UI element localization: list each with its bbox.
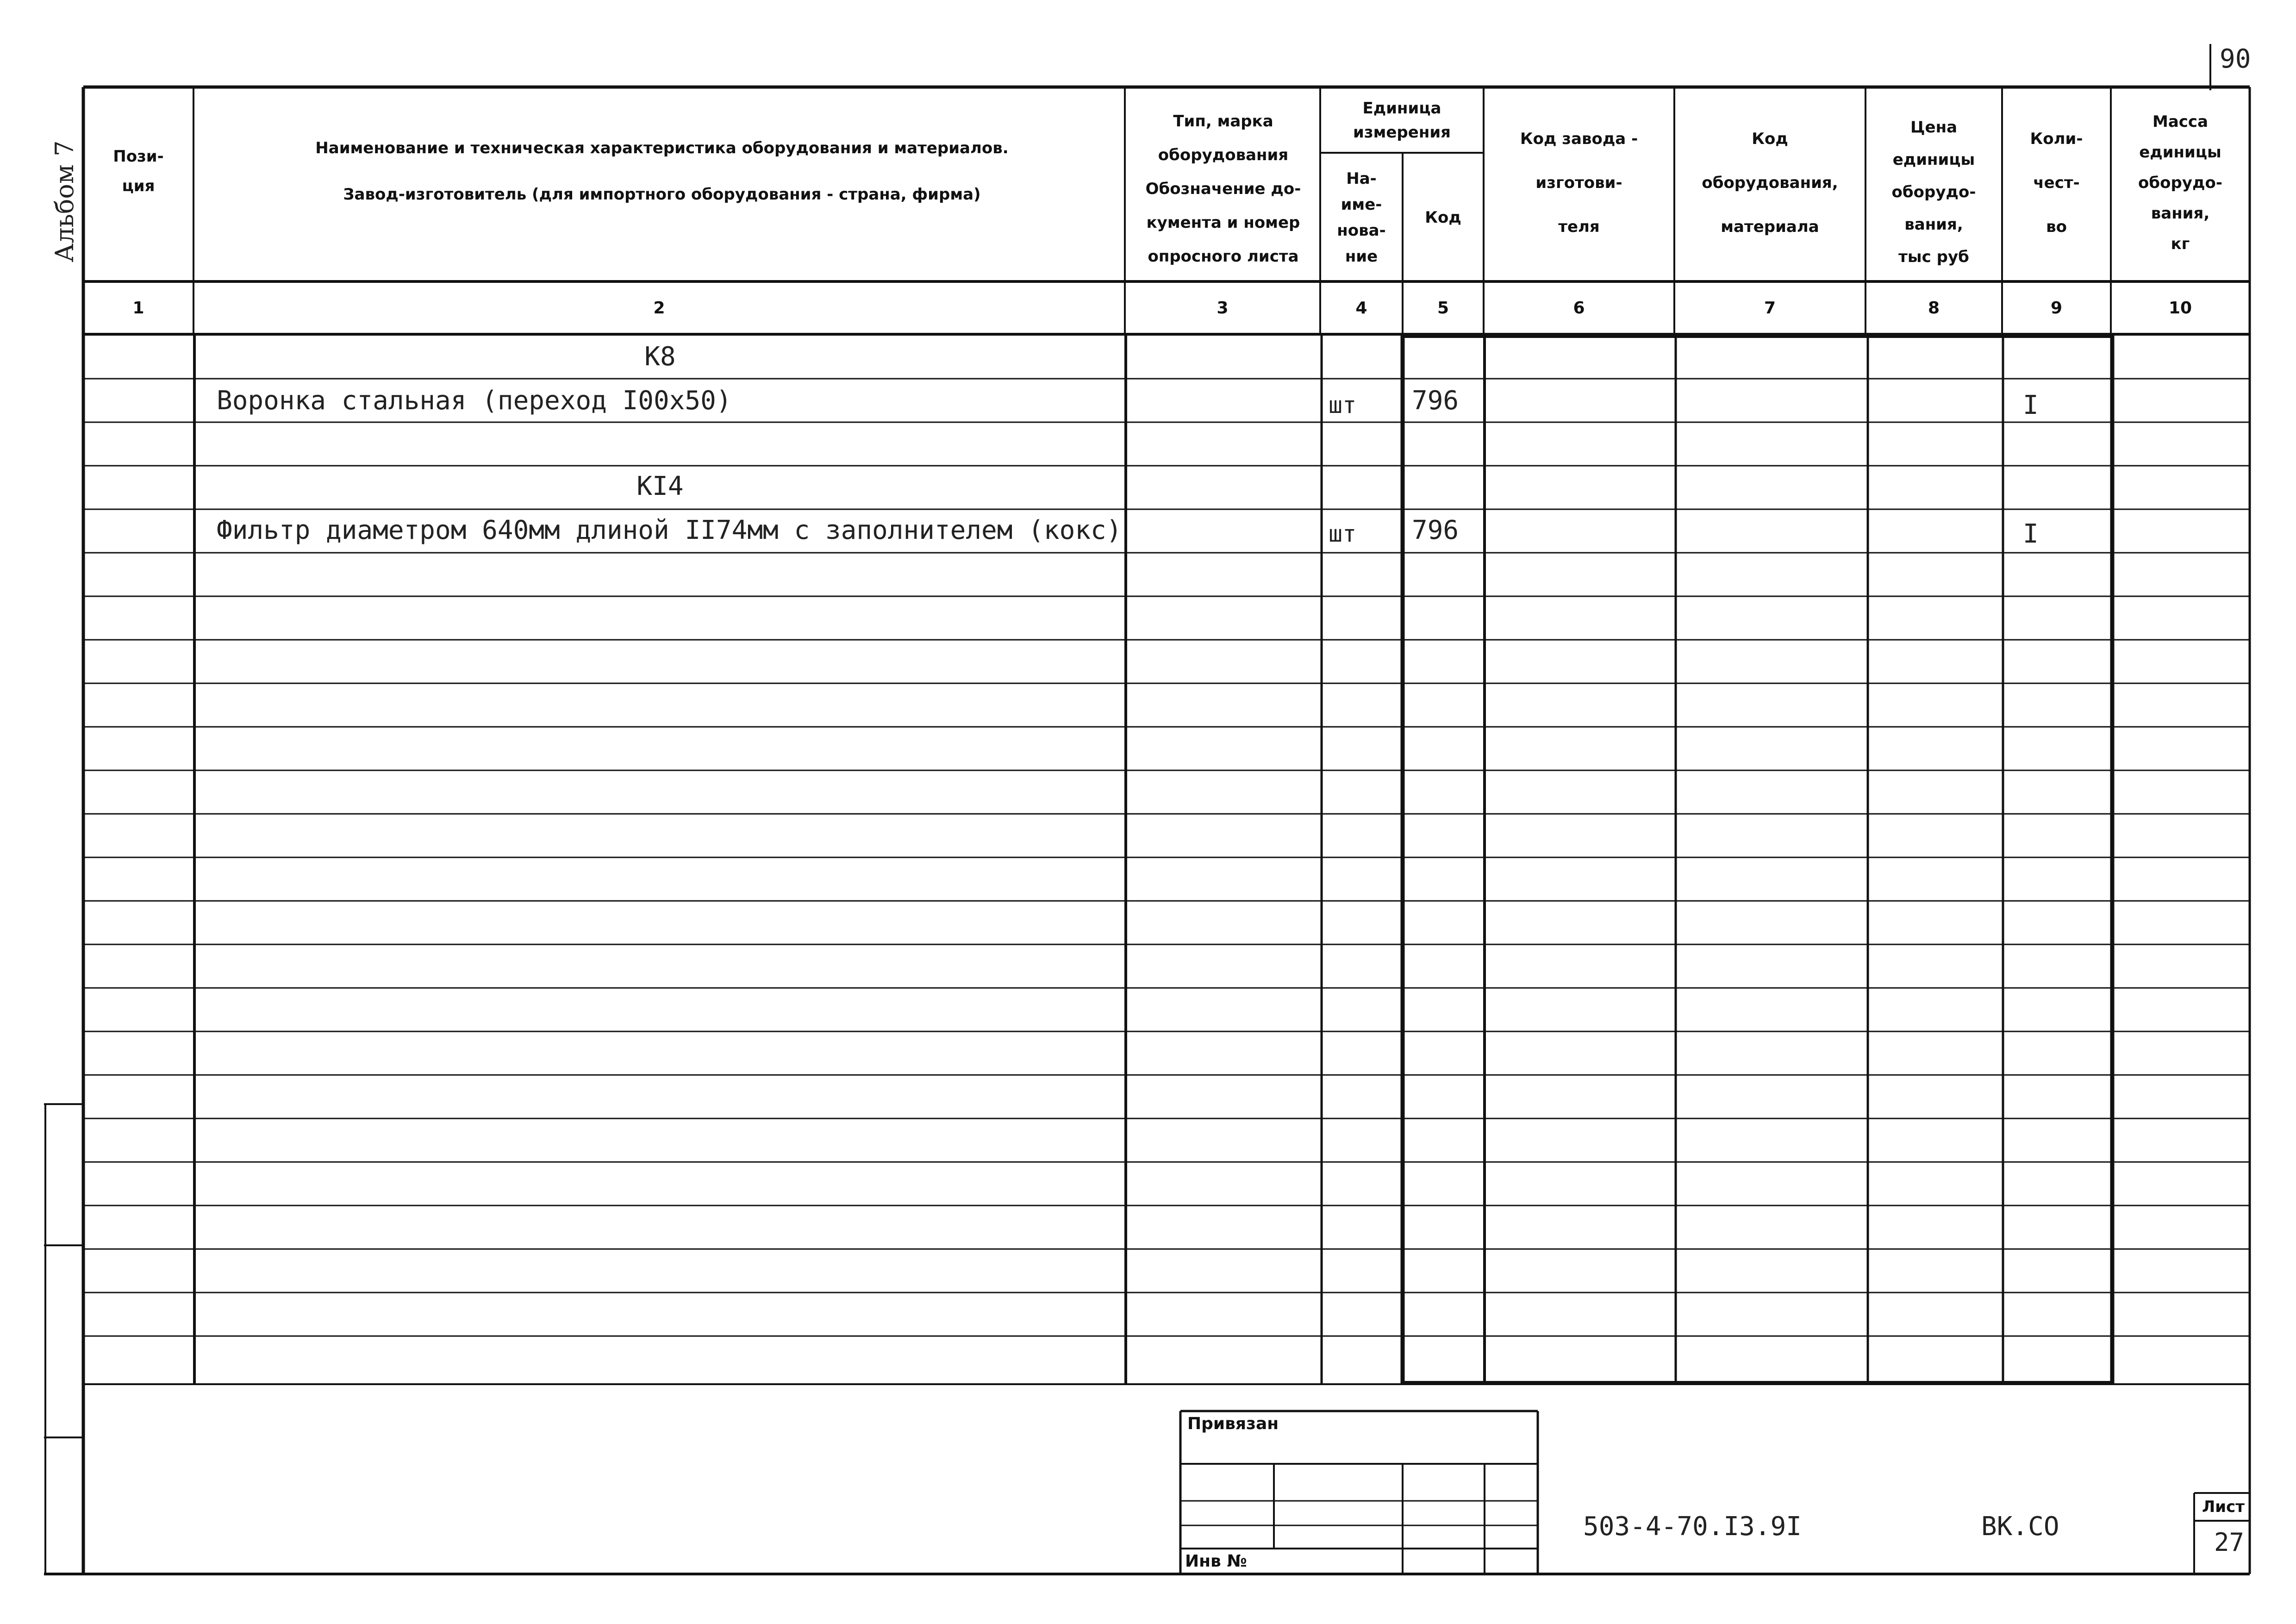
- header-price-line: оборудо-: [1891, 183, 1976, 201]
- sheet-label: Лист: [2202, 1498, 2245, 1516]
- header-quantity: [2002, 120, 2111, 245]
- header-unit-code: Код: [1425, 208, 1461, 227]
- header-mass-line: кг: [2171, 235, 2190, 253]
- header-mass-line: вания,: [2151, 204, 2210, 223]
- header-mass-line: единицы: [2139, 143, 2221, 162]
- document-code: 503-4-70.I3.9I: [1583, 1512, 1802, 1542]
- row-name-k14: КI4: [636, 471, 684, 501]
- header-price: [1866, 106, 2002, 278]
- row-qty-funnel: I: [2023, 390, 2039, 420]
- header-unit-group-line: измерения: [1353, 123, 1451, 142]
- header-quantity-line: чест-: [2033, 173, 2080, 192]
- header-factory-code-line: Код завода -: [1520, 129, 1638, 148]
- header-quantity-line: во: [2046, 217, 2067, 236]
- row-name-funnel: Воронка стальная (переход I00х50): [217, 385, 732, 416]
- attached-label: Привязан: [1187, 1414, 1279, 1433]
- header-unit-name-line: име-: [1341, 195, 1382, 214]
- header-unit-group: [1320, 93, 1484, 148]
- header-type-line: кумента и номер: [1146, 213, 1300, 232]
- header-mass-line: Масса: [2152, 112, 2209, 131]
- column-number: 9: [2050, 298, 2063, 318]
- column-number: 8: [1928, 298, 1940, 318]
- inv-label: Инв №: [1185, 1552, 1247, 1571]
- column-number: 3: [1217, 298, 1229, 318]
- row-qty-filter: I: [2023, 518, 2039, 549]
- header-mass: [2111, 102, 2250, 264]
- header-equipment-code-line: оборудования,: [1702, 173, 1838, 192]
- header-factory-code-line: теля: [1558, 217, 1600, 236]
- header-type-line: Тип, марка: [1173, 112, 1273, 131]
- header-position: [83, 134, 193, 208]
- header-equipment-code-line: материала: [1721, 217, 1819, 236]
- header-price-line: Цена: [1910, 118, 1958, 137]
- row-code-funnel: 796: [1412, 385, 1459, 416]
- header-name-line: Наименование и техническая характеристика оборудования и материалов.: [315, 139, 1009, 157]
- header-unit-name-line: ние: [1345, 247, 1378, 266]
- header-price-line: тыс руб: [1898, 248, 1969, 266]
- column-number: 1: [132, 298, 144, 318]
- header-name: [204, 125, 1120, 218]
- column-number: 5: [1437, 298, 1449, 318]
- header-mass-line: оборудо-: [2138, 174, 2222, 192]
- header-name-line: Завод-изготовитель (для импортного оборудования - страна, фирма): [343, 185, 981, 204]
- header-factory-code-line: изготови-: [1535, 173, 1622, 192]
- row-unit-funnel: шт: [1329, 392, 1357, 418]
- row-name-filter: Фильтр диаметром 640мм длиной II74мм с заполнителем (кокс): [217, 515, 1122, 545]
- header-price-line: вания,: [1904, 215, 1963, 234]
- sheet-number: 27: [2214, 1528, 2244, 1557]
- header-position-line: ция: [122, 177, 155, 195]
- column-number: 6: [1573, 298, 1585, 318]
- header-type: [1129, 101, 1317, 277]
- album-label: Альбом 7: [50, 140, 79, 262]
- header-unit-name-line: нова-: [1337, 221, 1386, 240]
- header-type-line: Обозначение до-: [1145, 179, 1301, 198]
- header-unit-name: [1320, 157, 1403, 278]
- column-number: 2: [653, 298, 665, 318]
- header-quantity-line: Коли-: [2030, 129, 2083, 148]
- row-unit-filter: шт: [1329, 520, 1357, 547]
- row-name-k8: К8: [644, 341, 676, 372]
- column-number: 4: [1355, 298, 1367, 318]
- row-code-filter: 796: [1412, 515, 1459, 545]
- document-mark: ВК.СО: [1981, 1512, 2059, 1542]
- header-unit-group-line: Единица: [1362, 99, 1441, 118]
- header-equipment-code-line: Код: [1752, 129, 1788, 148]
- header-position-line: Пози-: [113, 147, 164, 166]
- header-unit-name-line: На-: [1346, 169, 1377, 188]
- header-factory-code: [1484, 120, 1674, 245]
- header-price-line: единицы: [1892, 150, 1975, 169]
- header-equipment-code: [1674, 120, 1866, 245]
- header-type-line: опросного листа: [1148, 247, 1299, 266]
- header-type-line: оборудования: [1158, 145, 1289, 164]
- page-number: 90: [2220, 44, 2251, 74]
- column-number: 10: [2168, 298, 2192, 318]
- column-number: 7: [1764, 298, 1776, 318]
